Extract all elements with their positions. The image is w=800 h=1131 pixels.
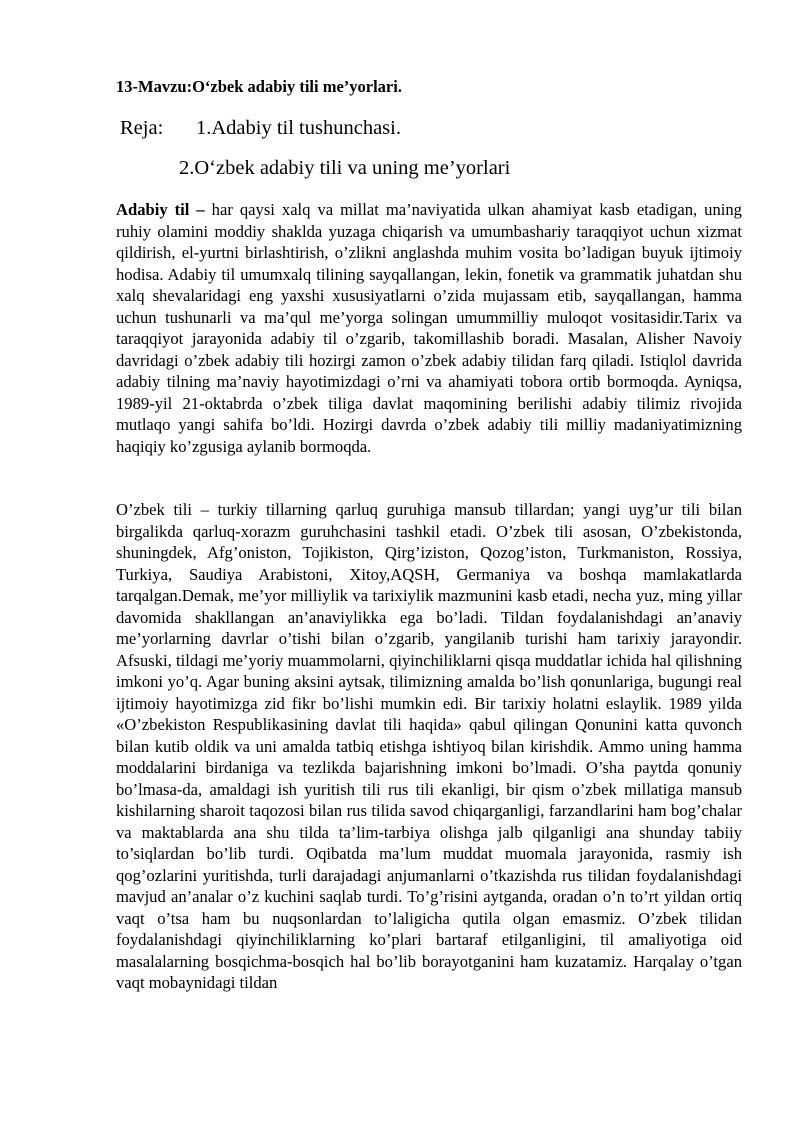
plan-item-1: 1.Adabiy til tushunchasi. xyxy=(196,117,401,139)
plan-item-2: 2.O‘zbek adabiy tili va uning me’yorlari xyxy=(179,157,511,179)
paragraph-literary-language xyxy=(116,199,742,457)
paragraph-text: O’zbek tili – turkiy tillarning qarluq guruhiga mansub tillardan; yangi uyg’ur tili bilan birgalikda qarluq-xorazm guruhchasini tashkil etadi. O’zbek tili asosan, O’zbekistonda, shuningdek, Afg’oniston, Tojikiston, Qirg’iziston, Qozog’iston, Turkmaniston, Rossiya, Turkiya, Saudiya Arabistoni, Xitoy,AQSH, Germaniya va boshqa mamlakatlarda tarqalgan.Demak, me’yor milliylik va tarixiylik mazmunini kasb etadi, necha yuz, ming yillar davomida shakllangan an’anaviylikka ega bo’ladi. Tildan foydalanishdagi an’anaviy me’yorlarning davrlar o’tishi bilan o’zgarib, yangilanib turishi ham tarixiy jarayondir. Afsuski, tildagi me’yoriy muammolarni, qiyinchiliklarni qisqa muddatlar ichida hal qilishning imkoni yo’q. Agar buning aksini aytsak, tilimizning amalda bo’lish qonunlariga, bugungi real ijtimoiy hayotimizga zid fikr bo’lishi mumkin edi. Bir tarixiy holatni eslaylik. 1989 yilda «O’zbekiston Respublikasining davlat tili haqida» qabul qilingan Qonunini katta quvonch bilan kutib oldik va uni amalda tatbiq etishga ishtiyoq bilan kirishdik. Ammo uning hamma moddalarini birdaniga va tezlikda bajarishning imkoni bo’lmadi. O’sha paytda qonuniy bo’lmasa-da, amaldagi ish yuritish tili rus tili ekanligi, bir qism o’zbek millatiga mansub kishilarning sharoit taqozosi bilan rus tilida savod chiqarganligi, farzandlarini ham bog’chalar va maktablarda ana shu tilda ta’lim-tarbiya olishga jalb qilganligi ana shunday tabiiy to’siqlardan bo’lib turdi. Oqibatda ma’lum muddat muomala jarayonida, rasmiy ish qog’ozlarini yuritishda, turli darajadagi anjumanlarni o’tkazishda rus tilidan foydalanishdagi mavjud an’analar o’z kuchini saqlab turdi. To’g’risini aytganda, oradan o’n to’rt yildan ortiq vaqt o’tsa ham bu nuqsonlardan to’laligicha qutila olgan emasmiz. O’zbek tilidan foydalanishdagi qiyinchiliklarning ko’plari bartaraf etilganligini, til amaliyotiga oid masalalarning bosqichma-bosqich hal bo’lib borayotganini ham kuzatamiz. Harqalay o’tgan vaqt mobaynidagi tildan xyxy=(116,500,742,992)
paragraph-text: har qaysi xalq va millat ma’naviyatida ulkan ahamiyat kasb etadigan, uning ruhiy olamini moddiy shaklda yuzaga chiqarish va umumbashariy taraqqiyot uchun xizmat qildirish, el-yurtni birlashtirish, o’zlikni anglashda muhim vosita bo’ladigan buyuk ijtimoiy hodisa. Adabiy til umumxalq tilining sayqallangan, lekin, fonetik va grammatik juhatdan shu xalq shevalaridagi eng yaxshi xususiyatlarni o’zida mujassam etib, sayqallangan, hamma uchun tushunarli va ma’qul me’yorga solingan umummilliy muloqot vositasidir.Tarix va taraqqiyot jarayonida adabiy til o’zgarib, takomillashib boradi. Masalan, Alisher Navoiy davridagi o’zbek adabiy tili hozirgi zamon o’zbek adabiy tilidan farq qiladi. Istiqlol davrida adabiy tilning ma’naviy hayotimizdagi o’rni va ahamiyati tobora ortib bormoqda. Ayniqsa, 1989-yil 21-oktabrda o’zbek tiliga davlat maqomining berilishi adabiy tilimiz rivojida mutlaqo yangi sahifa bo’ldi. Hozirgi davrda o’zbek adabiy tili milliy madaniyatimizning haqiqiy ko’zgusiga aylanib bormoqda. xyxy=(116,200,742,456)
paragraph-uzbek-language xyxy=(116,499,742,994)
page-title: 13-Mavzu:O‘zbek adabiy tili me’yorlari. xyxy=(116,77,402,96)
paragraph-lead-term: Adabiy til – xyxy=(116,200,205,219)
plan-label: Reja: xyxy=(120,117,164,139)
